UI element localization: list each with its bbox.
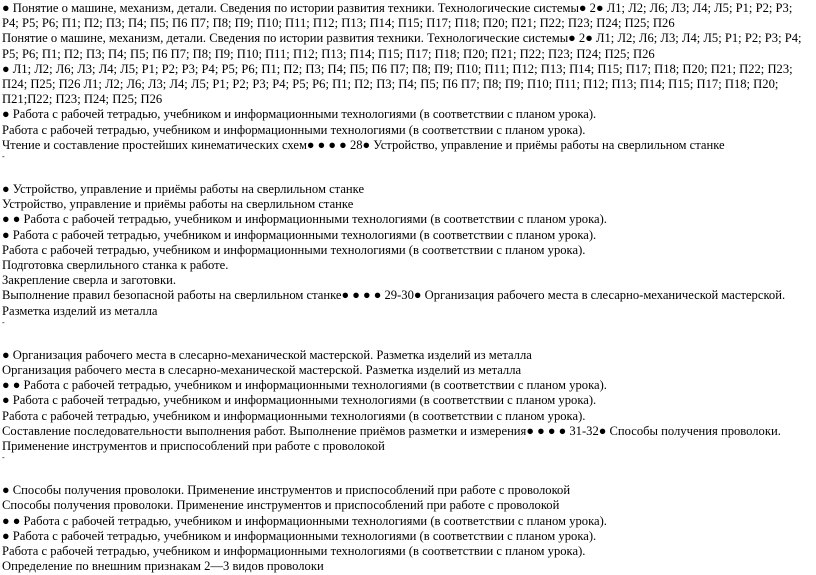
text-line: Работа с рабочей тетрадью, учебником и информационными технологиями (в соответствии с планом урока). [2,544,586,559]
text-line: Подготовка сверлильного станка к работе. [2,258,229,273]
spacer [2,327,812,348]
text-line: Устройство, управление и приёмы работы на сверлильном станке [2,197,354,212]
text-line: ● ● Работа с рабочей тетрадью, учебником и информационными технологиями (в соответствии с планом урока). [2,378,607,393]
text-line: ● Работа с рабочей тетрадью, учебником и информационными технологиями (в соответствии с планом урока). [2,528,597,543]
text-line: Работа с рабочей тетрадью, учебником и информационными технологиями (в соответствии с планом урока). [2,408,586,423]
text-line: Работа с рабочей тетрадью, учебником и информационными технологиями (в соответствии с планом урока). [2,122,586,137]
text-line: ● Понятие о машине, механизм, детали. Сведения по истории развития техники. Технологические системы● 2● Л1; Л2; Л6; Л3; Л4; Л5; Р1; Р2; Р3; Р4; Р5; Р6; П1; П2; П3; П4; П5; П6 П7; П8; П9; П10; П11; П12; П13; П14; П15; П17; П18; П20; П21; П22; П23; П24; П25; П26 [2,1,796,31]
text-line: ● Организация рабочего места в слесарно-механической мастерской. Разметка изделий из металла [2,347,532,362]
text-line: ● ● Работа с рабочей тетрадью, учебником и информационными технологиями (в соответствии с планом урока). [2,513,607,528]
text-line: Составление последовательности выполнения работ. Выполнение приёмов разметки и измерения● ● ● ● 31-32● Способы получения проволоки. Применение инструментов и приспособлений при работе с проволокой [2,423,785,454]
text-line: Определение по внешним признакам 2—3 видов проволоки [2,559,324,574]
text-line: ● Устройство, управление и приёмы работы на сверлильном станке [2,182,365,197]
text-line: ● Л1; Л2; Л6; Л3; Л4; Л5; Р1; Р2; Р3; Р4; Р5; Р6; П1; П2; П3; П4; П5; П6 П7; П8; П9; П10; П11; П12; П13; П14; П15; П17; П18; П20; П21; П22; П23; П24; П25; П26 Л1; Л2; Л6; Л3; Л4; Л5; Р1; Р2; Р3; Р4; Р5; Р6; П1; П2; П3; П4; П5; П6 П7; П8; П9; П10; П11; П12; П13; П14; П15; П17; П18; П20; П21;П22; П23; П24; П25; П26 [2,61,796,107]
tick-mark: - [2,453,5,463]
text-line: Способы получения проволоки. Применение инструментов и приспособлений при работе с проволокой [2,498,560,513]
text-line: ● Способы получения проволоки. Применение инструментов и приспособлений при работе с проволокой [2,483,571,498]
text-line: Чтение и составление простейших кинематических схем● ● ● ● 28● Устройство, управление и приёмы работы на сверлильном станке [2,137,725,152]
text-line: ● ● Работа с рабочей тетрадью, учебником и информационными технологиями (в соответствии с планом урока). [2,212,607,227]
tick-mark: - [2,152,5,162]
text-line: ● Работа с рабочей тетрадью, учебником и информационными технологиями (в соответствии с планом урока). [2,393,597,408]
spacer [2,161,812,182]
text-line: Закрепление сверла и заготовки. [2,273,176,288]
text-line: ● Работа с рабочей тетрадью, учебником и информационными технологиями (в соответствии с планом урока). [2,227,597,242]
text-line: Работа с рабочей тетрадью, учебником и информационными технологиями (в соответствии с планом урока). [2,242,586,257]
spacer [2,462,812,483]
text-line: Понятие о машине, механизм, детали. Сведения по истории развития техники. Технологические системы● 2● Л1; Л2; Л6; Л3; Л4; Л5; Р1; Р2; Р3; Р4; Р5; Р6; П1; П2; П3; П4; П5; П6 П7; П8; П9; П10; П11; П12; П13; П14; П15; П17; П18; П20; П21; П22; П23; П24; П25; П26 [2,31,805,61]
tick-mark: - [2,317,5,327]
text-line: Организация рабочего места в слесарно-механической мастерской. Разметка изделий из металла [2,363,522,378]
text-line: Выполнение правил безопасной работы на сверлильном станке● ● ● ● 29-30● Организация рабочего места в слесарно-механической мастерской. Разметка изделий из металла [2,288,789,318]
text-line: ● Работа с рабочей тетрадью, учебником и информационными технологиями (в соответствии с планом урока). [2,107,597,122]
